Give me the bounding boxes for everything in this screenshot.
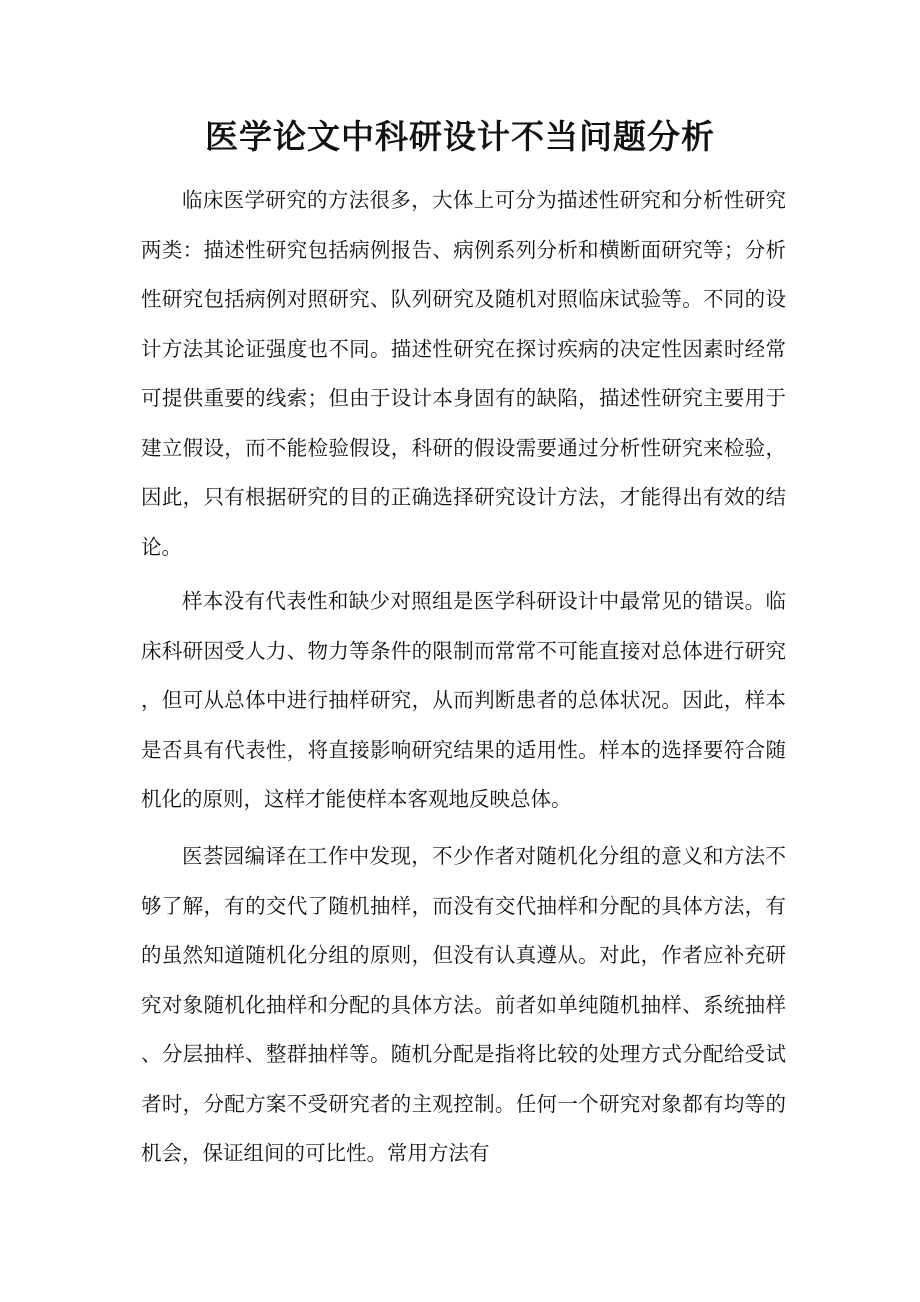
paragraph-3: 医荟园编译在工作中发现，不少作者对随机化分组的意义和方法不够了解，有的交代了随机抽样，而没有交代抽样和分配的具体方法，有的虽然知道随机化分组的原则，但没有认真遵从。对此，作者应补充研究对象随机化抽样和分配的具体方法。前者如单纯随机抽样、系统抽样、分层抽样、整群抽样等。随机分配是指将比较的处理方式分配给受试者时，分配方案不受研究者的主观控制。任何一个研究对象都有均等的机会，保证组间的可比性。常用方法有 — [141, 844, 786, 1165]
document-title: 医学论文中科研设计不当问题分析 — [205, 117, 715, 156]
paragraph-1: 临床医学研究的方法很多，大体上可分为描述性研究和分析性研究两类：描述性研究包括病例报告、病例系列分析和横断面研究等；分析性研究包括病例对照研究、队列研究及随机对照临床试验等。不同的设计方法其论证强度也不同。描述性研究在探讨疾病的决定性因素时经常可提供重要的线索；但由于设计本身固有的缺陷，描述性研究主要用于建立假设，而不能检验假设，科研的假设需要通过分析性研究来检验，因此，只有根据研究的目的正确选择研究设计方法，才能得出有效的结论。 — [141, 188, 786, 559]
paragraph-2: 样本没有代表性和缺少对照组是医学科研设计中最常见的错误。临床科研因受人力、物力等条件的限制而常常不可能直接对总体进行研究，但可从总体中进行抽样研究，从而判断患者的总体状况。因此，样本是否具有代表性，将直接影响研究结果的适用性。样本的选择要符合随机化的原则，这样才能使样本客观地反映总体。 — [141, 589, 786, 811]
